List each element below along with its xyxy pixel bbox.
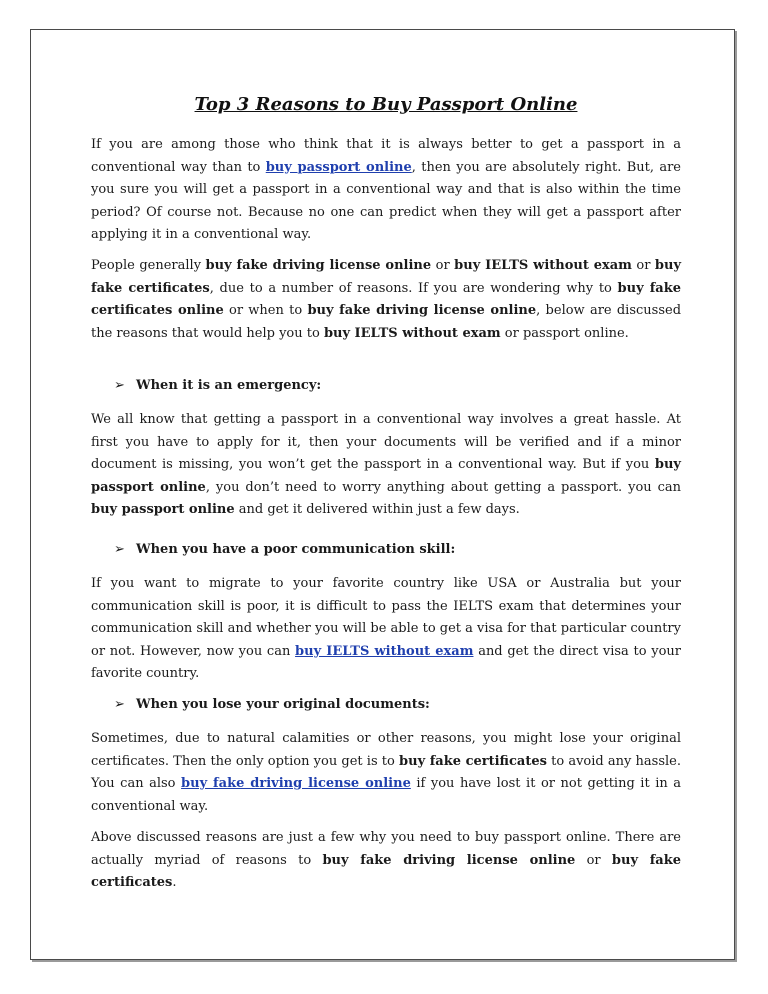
- bold-run: buy passport online: [91, 457, 681, 495]
- heading-emergency: [91, 375, 704, 398]
- bold-run: buy fake driving license online: [322, 852, 576, 868]
- buy-ielts-without-exam-link[interactable]: buy IELTS without exam: [295, 643, 474, 659]
- bold-run: buy fake driving license online: [205, 258, 432, 273]
- text-run: Sometimes, due to natural calamities or other reasons, you might lose your original certificates. Then the only option you get is to: [91, 731, 681, 769]
- text-run: or: [575, 852, 612, 868]
- heading-text: When it is an emergency:: [136, 378, 322, 393]
- communication-paragraph: [91, 573, 681, 686]
- documents-paragraph: [91, 728, 681, 818]
- bold-run: buy fake driving license online: [307, 303, 537, 318]
- text-run: or: [631, 258, 655, 273]
- page-title: Top 3 Reasons to Buy Passport Online: [194, 94, 578, 115]
- text-run: If you are among those who think that it is always better to get a passport in a conventional way than to: [91, 137, 681, 175]
- arrow-bullet-icon: ➢: [114, 378, 125, 393]
- text-run: , then you are absolutely right. But, are you sure you will get a passport in a conventional way and that is also within the time period? Of course not. Because no one can predict when they will get a passport after applying it in a conventional way.: [91, 159, 681, 242]
- emergency-paragraph: [91, 409, 681, 522]
- intro-paragraph: [91, 134, 681, 247]
- heading-text: When you have a poor communication skill:: [136, 542, 456, 557]
- text-run: People generally: [91, 258, 206, 273]
- buy-fake-driving-license-link[interactable]: buy fake driving license online: [181, 776, 411, 791]
- text-run: If you want to migrate to your favorite country like USA or Australia but your communication skill is poor, it is difficult to pass the IELTS exam that determines your communication skill and whether you will be able to get a visa for that particular country or not. However, now you can: [91, 576, 681, 659]
- bold-run: buy IELTS without exam: [323, 325, 501, 341]
- heading-documents: [91, 694, 704, 717]
- text-run: Above discussed reasons are just a few why you need to buy passport online. There are actually myriad of reasons to: [91, 830, 681, 868]
- text-run: or when to: [223, 303, 308, 318]
- bold-run: buy fake certificates online: [91, 280, 682, 318]
- bold-run: buy passport online: [91, 502, 235, 517]
- bold-run: buy fake certificates: [399, 753, 547, 769]
- bold-run: buy fake certificates: [91, 258, 682, 296]
- bold-run: buy IELTS without exam: [454, 258, 632, 273]
- arrow-bullet-icon: ➢: [114, 697, 125, 712]
- text-run: or: [431, 258, 455, 273]
- text-run: if you have lost it or not getting it in a conventional way.: [91, 776, 682, 814]
- text-run: We all know that getting a passport in a conventional way involves a great hassle. At first you have to apply for it, then your documents will be verified and if a minor document is missing, you won’t get the passport in a conventional way. But if you: [91, 412, 681, 472]
- text-run: and get it delivered within just a few days.: [234, 502, 520, 517]
- text-run: , due to a number of reasons. If you are wondering why to: [209, 280, 618, 296]
- bold-run: buy fake certificates: [91, 852, 681, 890]
- text-run: and get the direct visa to your favorite country.: [91, 643, 682, 681]
- heading-text: When you lose your original documents:: [136, 697, 430, 712]
- buy-passport-online-link[interactable]: buy passport online: [265, 159, 412, 175]
- heading-communication: [91, 539, 704, 562]
- reasons-intro-paragraph: [91, 255, 681, 345]
- document-page: [30, 29, 735, 960]
- text-run: , below are discussed the reasons that would help you to: [91, 303, 682, 341]
- text-run: , you don’t need to worry anything about getting a passport. you can: [205, 479, 682, 495]
- closing-paragraph: [91, 827, 681, 895]
- text-run: to avoid any hassle. You can also: [91, 753, 681, 791]
- text-run: or passport online.: [500, 325, 629, 341]
- arrow-bullet-icon: ➢: [114, 542, 125, 557]
- text-run: .: [172, 875, 177, 890]
